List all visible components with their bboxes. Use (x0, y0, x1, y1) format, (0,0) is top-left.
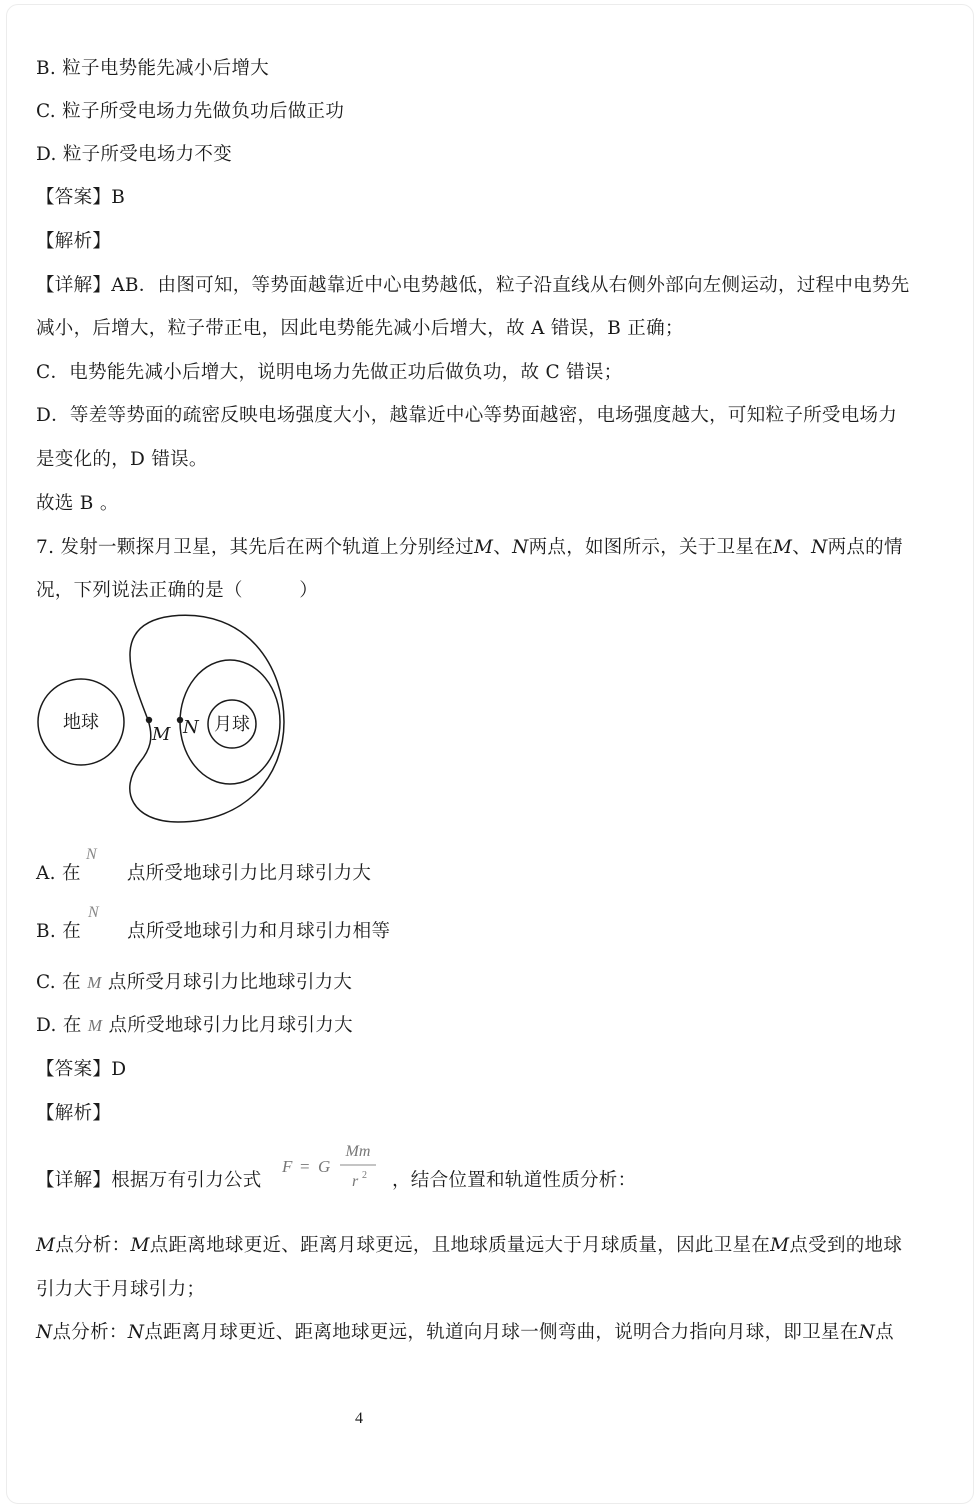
q6-analysis-heading: 【解析】 (36, 231, 112, 252)
q7-option-d-prefix: D. 在 (36, 1015, 82, 1036)
formula-exponent: 2 (362, 1170, 367, 1181)
q7-n-var-3: N (858, 1322, 876, 1343)
q7-n-analysis-line-1 (36, 1320, 894, 1346)
formula-numerator: Mm (345, 1143, 371, 1160)
outer-orbit (130, 615, 284, 822)
q7-stem-n-2: N (811, 537, 828, 558)
q6-option-b: B. 粒子电势能先减小后增大 (36, 58, 270, 79)
moon-label: 月球 (214, 714, 250, 735)
q7-n-var-2: N (127, 1322, 145, 1343)
q6-answer: 【答案】B (36, 187, 126, 208)
q7-stem-m: M (474, 537, 494, 558)
q7-n-var: N (36, 1322, 53, 1343)
q7-m-analysis-tail: 点受到的地球 (789, 1235, 903, 1256)
q7-n-analysis-body: 点距离月球更近、距离地球更远，轨道向月球一侧弯曲，说明合力指向月球，即卫星在 (144, 1322, 859, 1343)
q7-stem-sep-2: 、 (792, 537, 812, 558)
formula-eq: = (300, 1157, 310, 1176)
q7-option-a-text: 点所受地球引力比月球引力大 (126, 863, 372, 884)
q7-option-c-text: 点所受月球引力比地球引力大 (107, 972, 353, 993)
q7-m-analysis-line-1 (36, 1233, 902, 1259)
q7-option-d-var: M (87, 1016, 103, 1035)
q7-option-a-var: N (86, 846, 97, 863)
q7-option-b-prefix: B. 在 (36, 921, 82, 942)
q7-option-a (36, 861, 371, 887)
q7-option-b-var: N (88, 904, 99, 921)
q7-m-analysis-line-2: 引力大于月球引力； (36, 1279, 206, 1300)
q7-option-a-prefix: A. 在 (36, 863, 81, 884)
q7-option-d-text: 点所受地球引力比月球引力大 (108, 1015, 353, 1036)
q7-m-var-3: M (770, 1235, 790, 1256)
q6-detail-line-4: D．等差等势面的疏密反映电场强度大小，越靠近中心等势面越密，电场强度越大，可知粒子所受电场力 (36, 405, 898, 426)
q7-analysis-heading: 【解析】 (36, 1103, 112, 1124)
orbit-diagram (30, 612, 300, 834)
q6-detail-line-1: 【详解】AB．由图可知，等势面越靠近中心电势越低，粒子沿直线从右侧外部向左侧运动，过程中电势先 (36, 275, 910, 296)
q7-n-analysis-tail: 点 (875, 1322, 894, 1343)
formula-denominator: r (352, 1173, 359, 1190)
gravitation-formula (280, 1138, 390, 1196)
q7-detail-prefix: 【详解】根据万有引力公式 (36, 1170, 262, 1191)
q7-n-analysis-head: 点分析： (52, 1322, 128, 1343)
q7-option-c (36, 970, 352, 996)
q7-option-b-text: 点所受地球引力和月球引力相等 (127, 921, 391, 942)
q7-option-d (36, 1013, 353, 1039)
q7-stem-part-2: 两点，如图所示，关于卫星在 (528, 537, 774, 558)
q7-stem-sep: 、 (493, 537, 513, 558)
q7-stem-line-2: 况，下列说法正确的是（ ） (36, 580, 319, 601)
q6-detail-line-3: C．电势能先减小后增大，说明电场力先做正功后做负功，故 C 错误； (36, 362, 623, 383)
point-n-label: N (183, 717, 199, 738)
q6-option-c: C. 粒子所受电场力先做负功后做正功 (36, 101, 345, 122)
q7-stem-m-2: M (773, 537, 793, 558)
q7-m-analysis-head: 点分析： (55, 1235, 131, 1256)
q7-option-b (36, 919, 390, 945)
q7-stem-part-1: 7. 发射一颗探月卫星，其先后在两个轨道上分别经过 (36, 537, 475, 558)
q6-option-d: D. 粒子所受电场力不变 (36, 144, 233, 165)
q7-m-var: M (36, 1235, 56, 1256)
formula-lhs: F (282, 1157, 293, 1176)
q7-stem-part-3: 两点的情 (827, 537, 903, 558)
q6-detail-line-5: 是变化的，D 错误。 (36, 449, 208, 470)
q7-option-c-var: M (87, 973, 102, 992)
q7-stem-line-1 (36, 535, 903, 561)
point-m-label: M (152, 724, 171, 745)
q7-answer: 【答案】D (36, 1059, 127, 1080)
formula-g: G (318, 1157, 331, 1176)
q6-conclusion: 故选 B 。 (36, 493, 119, 514)
q7-m-analysis-body: 点距离地球更近、距离月球更远，且地球质量远大于月球质量，因此卫星在 (149, 1235, 771, 1256)
q7-m-var-2: M (130, 1235, 150, 1256)
q7-stem-n: N (512, 537, 529, 558)
earth-label: 地球 (63, 712, 99, 733)
page-number: 4 (355, 1410, 363, 1427)
q7-detail-suffix: ，结合位置和轨道性质分析： (392, 1170, 637, 1191)
point-m-dot (146, 717, 152, 723)
q6-detail-line-2: 减小，后增大，粒子带正电，因此电势能先减小后增大，故 A 错误，B 正确； (36, 318, 684, 339)
q7-option-c-prefix: C. 在 (36, 972, 81, 993)
